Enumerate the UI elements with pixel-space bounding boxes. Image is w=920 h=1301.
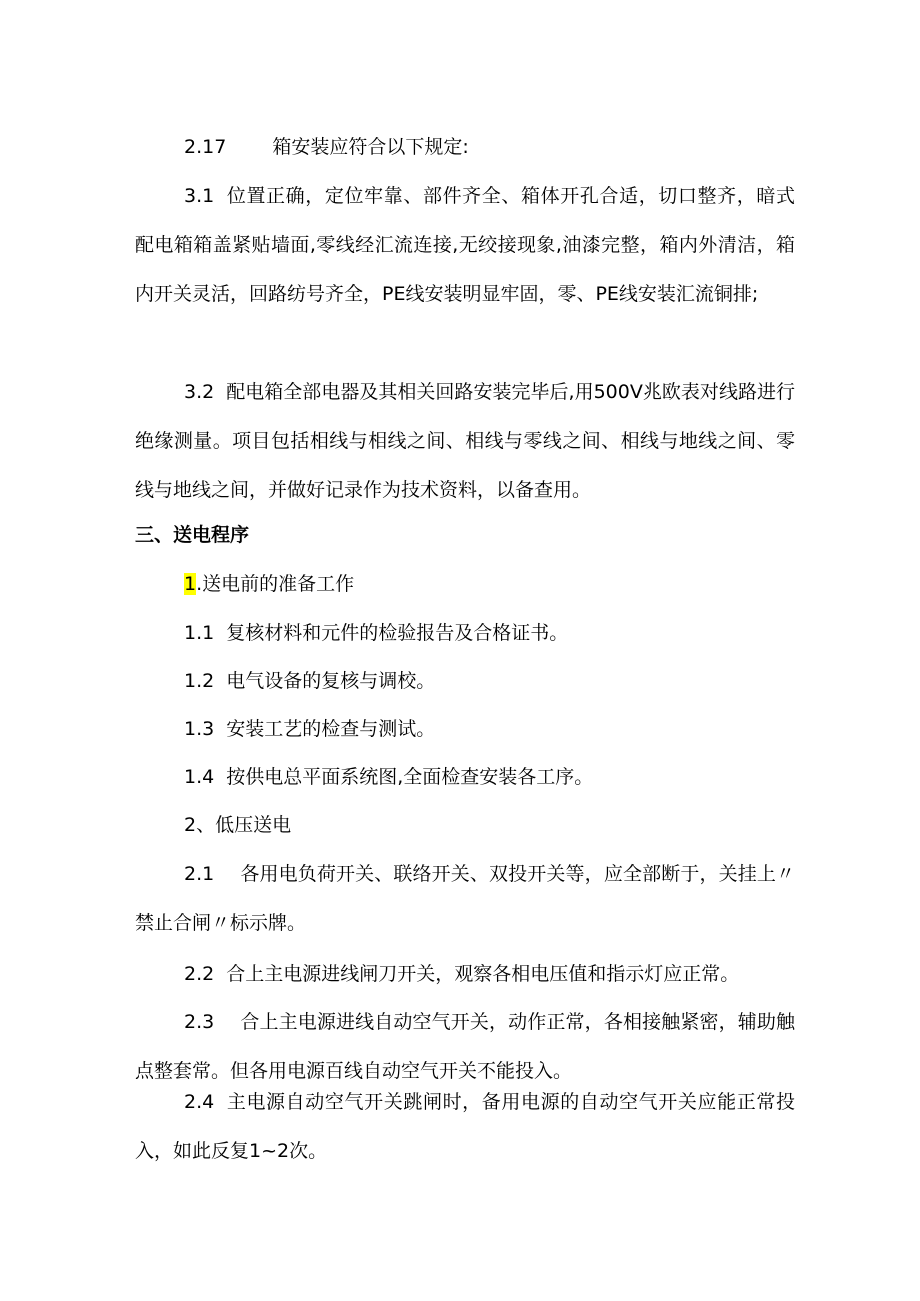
clause-text: 电气设备的复核与调校。 xyxy=(226,670,436,692)
clause-1-4 xyxy=(135,753,795,802)
clause-number: 2.4 xyxy=(184,1091,215,1113)
clause-text: 安装工艺的检查与测试。 xyxy=(226,718,436,740)
clause-number: 1.3 xyxy=(184,718,215,740)
clause-number: 2.3 xyxy=(184,1011,215,1033)
clause-text: 合上主电源进线自动空气开关，动作正常，各相接触紧密，辅助触点整套常。但各用电源百线自动空气开关不能投入。 xyxy=(135,1011,795,1082)
clause-text: 箱安装应符合以下规定: xyxy=(272,136,469,158)
clause-text: 按供电总平面系统图,全面检查安装各工序。 xyxy=(226,766,594,788)
section-heading: 三、送电程序 xyxy=(135,524,250,546)
clause-2-4 xyxy=(135,1078,795,1176)
clause-number: 1.1 xyxy=(184,622,215,644)
clause-number: 3.1 xyxy=(184,185,215,207)
clause-text: 复核材料和元件的检验报告及合格证书。 xyxy=(226,622,569,644)
item-separator: . xyxy=(196,573,203,595)
item-1 xyxy=(135,560,795,609)
clause-number: 1.2 xyxy=(184,670,215,692)
clause-text: 各用电负荷开关、联络开关、双投开关等，应全部断于，关挂上〃禁止合闸〃标示牌。 xyxy=(135,863,795,934)
clause-2-1 xyxy=(135,850,795,948)
clause-1-2 xyxy=(135,657,795,706)
clause-text: 配电箱全部电器及其相关回路安装完毕后,用500V兆欧表对线路进行绝缘测量。项目包括相线与相线之间、相线与零线之间、相线与地线之间、零线与地线之间，并做好记录作为技术资料，以备查用。 xyxy=(135,381,795,501)
clause-text: 主电源自动空气开关跳闸时，备用电源的自动空气开关应能正常投入，如此反复1~2次。 xyxy=(135,1091,795,1162)
clause-text: 合上主电源进线闸刀开关，观察各相电压值和指示灯应正常。 xyxy=(226,963,740,985)
clause-number: 3.2 xyxy=(184,381,215,403)
item-2: 2、低压送电 xyxy=(184,814,292,836)
clause-2-2 xyxy=(135,950,795,999)
clause-2-17 xyxy=(135,123,795,172)
clause-text: 位置正确，定位牢靠、部件齐全、箱体开孔合适，切口整齐，暗式配电箱箱盖紧贴墙面,零线经汇流连接,无绞接现象,油漆完整，箱内外清洁，箱内开关灵活，回路纺号齐全，PE线安装明显牢固，零、PE线安装汇流铜排; xyxy=(135,185,795,305)
clause-number: 2.2 xyxy=(184,963,215,985)
clause-1-1 xyxy=(135,609,795,658)
item-text: 送电前的准备工作 xyxy=(202,573,355,595)
clause-3-2 xyxy=(135,368,795,515)
clause-number: 2.17 xyxy=(184,136,227,158)
clause-number: 1.4 xyxy=(184,766,215,788)
clause-3-1 xyxy=(135,172,795,319)
highlighted-number: 1 xyxy=(184,573,197,595)
clause-number: 2.1 xyxy=(184,863,215,885)
clause-1-3 xyxy=(135,705,795,754)
